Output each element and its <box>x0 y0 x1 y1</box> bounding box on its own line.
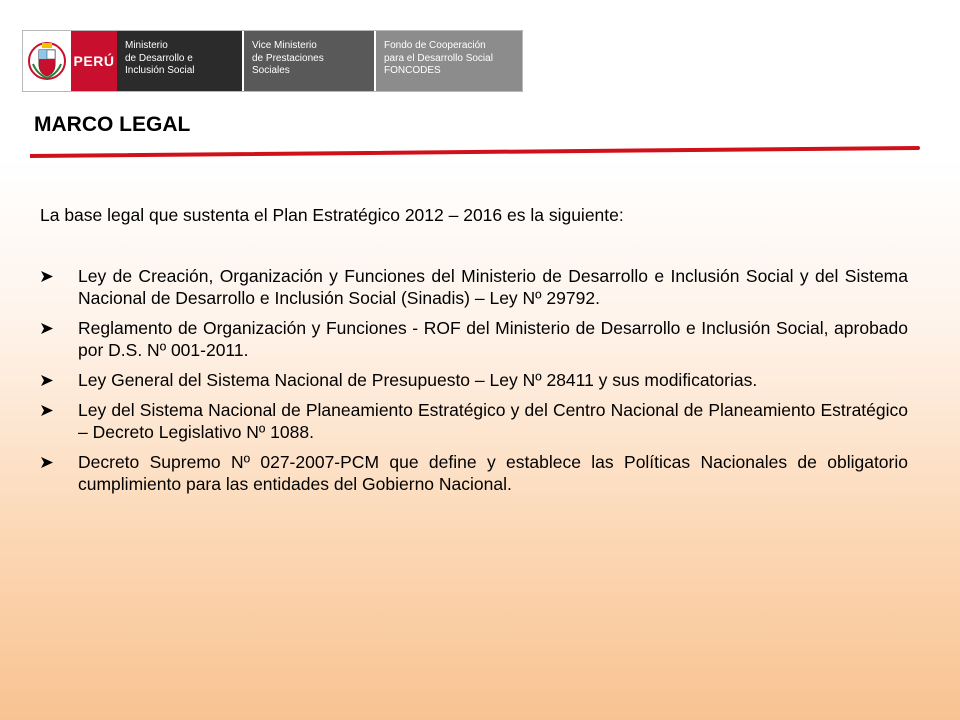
slide-title: MARCO LEGAL <box>34 113 191 136</box>
ministry-name-block: Ministerio de Desarrollo e Inclusión Social <box>117 31 242 91</box>
intro-paragraph: La base legal que sustenta el Plan Estratégico 2012 – 2016 es la siguiente: <box>40 205 624 225</box>
list-item: Reglamento de Organización y Funciones - ROF del Ministerio de Desarrollo e Inclusión Social, aprobado por D.S. Nº 001-2011. <box>40 317 908 361</box>
arrow-bullet-icon <box>40 270 54 283</box>
fund-name-block: Fondo de Cooperación para el Desarrollo Social FONCODES <box>374 31 522 91</box>
title-underline-divider <box>30 145 922 159</box>
vice-ministry-name-block: Vice Ministerio de Prestaciones Sociales <box>242 31 374 91</box>
government-header-banner <box>22 30 523 92</box>
list-item: Ley General del Sistema Nacional de Presupuesto – Ley Nº 28411 y sus modificatorias. <box>40 369 908 391</box>
legal-basis-list <box>40 265 908 503</box>
peru-coat-of-arms-icon <box>23 31 71 91</box>
list-item: Ley de Creación, Organización y Funciones del Ministerio de Desarrollo e Inclusión Social y del Sistema Nacional de Desarrollo e Inclusión Social (Sinadis) – Ley Nº 29792. <box>40 265 908 309</box>
list-item: Decreto Supremo Nº 027-2007-PCM que define y establece las Políticas Nacionales de obligatorio cumplimiento para las entidades del Gobierno Nacional. <box>40 451 908 495</box>
list-item: Ley del Sistema Nacional de Planeamiento Estratégico y del Centro Nacional de Planeamiento Estratégico – Decreto Legislativo Nº 1088. <box>40 399 908 443</box>
arrow-bullet-icon <box>40 456 54 469</box>
arrow-bullet-icon <box>40 322 54 335</box>
peru-label: PERÚ <box>71 31 117 91</box>
arrow-bullet-icon <box>40 374 54 387</box>
arrow-bullet-icon <box>40 404 54 417</box>
